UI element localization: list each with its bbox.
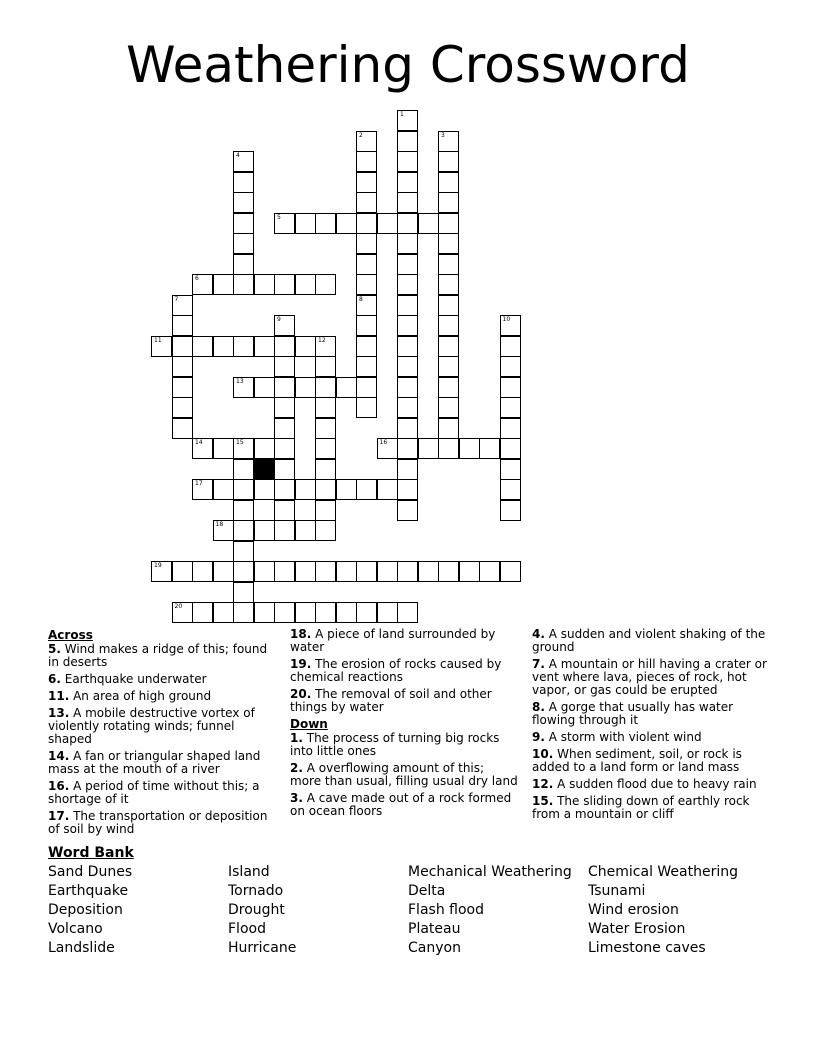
word-bank-item: Island [228,864,270,880]
grid-cell[interactable] [356,336,377,357]
grid-cell[interactable] [233,233,254,254]
grid-cell[interactable] [151,561,172,582]
word-bank-title: Word Bank [48,845,134,861]
grid-cell[interactable] [397,151,418,172]
grid-cell[interactable] [233,561,254,582]
grid-cell[interactable] [315,500,336,521]
clue-number: 6 [195,275,199,282]
grid-cell[interactable] [356,377,377,398]
grid-cell[interactable] [233,500,254,521]
grid-cell[interactable] [377,479,398,500]
clue-down-8: 8. A gorge that usually has water flowing through it [532,700,734,727]
grid-cell[interactable] [233,541,254,562]
grid-cell[interactable] [233,151,254,172]
clue-number: 14 [195,439,203,446]
grid-cell[interactable] [397,295,418,316]
word-bank-item: Flood [228,921,266,937]
grid-cell[interactable] [500,500,521,521]
clue-number: 13 [236,377,244,385]
clue-number: 1 [400,111,404,118]
grid-cell[interactable] [295,561,316,582]
grid-cell[interactable] [377,602,398,623]
grid-cell[interactable] [254,602,275,623]
grid-cell[interactable] [192,274,213,295]
word-bank-item: Drought [228,902,285,918]
grid-cell[interactable] [274,315,295,336]
grid-cell[interactable] [438,233,459,254]
grid-cell[interactable] [172,356,193,377]
grid-cell[interactable] [397,377,418,398]
grid-cell[interactable] [274,397,295,418]
down-heading: Down [290,717,328,731]
grid-cell[interactable] [356,233,377,254]
clue-number: 4 [236,152,240,159]
grid-cell[interactable] [397,397,418,418]
grid-cell[interactable] [397,110,418,131]
word-bank-item: Volcano [48,921,103,937]
grid-cell[interactable] [192,479,213,500]
grid-cell[interactable] [172,336,193,357]
grid-cell[interactable] [500,418,521,439]
grid-cell[interactable] [213,561,234,582]
clue-down-1: 1. The process of turning big rocks into little ones [290,731,500,758]
word-bank-item: Chemical Weathering [588,864,739,880]
grid-cell[interactable] [438,213,459,234]
grid-cell[interactable] [377,561,398,582]
grid-cell[interactable] [213,602,234,623]
clue-number: 8 [359,295,363,303]
grid-cell[interactable] [336,561,357,582]
grid-cell[interactable] [356,315,377,336]
grid-cell[interactable] [315,459,336,480]
clue-across-18: 18. A piece of land surrounded by water [290,627,496,654]
clue-number: 20 [174,603,183,610]
clue-down-2: 2. A overflowing amount of this; more than usual, filling usual dry land [290,761,518,788]
grid-cell[interactable] [438,151,459,172]
clue-across-11: 11. An area of high ground [48,689,212,703]
grid-cell[interactable] [397,131,418,152]
grid-cell[interactable] [356,274,377,295]
grid-cell[interactable] [397,356,418,377]
grid-cell[interactable] [356,479,377,500]
grid-cell[interactable] [295,336,316,357]
word-bank-item: Hurricane [228,940,297,956]
grid-cell[interactable] [172,377,193,398]
clue-across-13: 13. A mobile destructive vortex of violently rotating winds; funnel shaped [48,706,255,746]
grid-cell[interactable] [274,438,295,459]
grid-cell[interactable] [233,479,254,500]
grid-cell[interactable] [274,336,295,357]
grid-cell[interactable] [356,561,377,582]
grid-cell[interactable] [254,520,275,541]
grid-cell[interactable] [397,274,418,295]
grid-cell[interactable] [500,377,521,398]
grid-cell[interactable] [336,213,357,234]
grid-cell[interactable] [233,172,254,193]
word-bank-column-1 [48,863,132,958]
clue-across-20: 20. The removal of soil and other things by water [290,687,492,714]
clue-number: 18 [215,521,224,528]
word-bank-item: Earthquake [48,883,129,899]
grid-cell[interactable] [500,459,521,480]
word-bank-item: Landslide [48,940,115,956]
clue-number: 9 [277,316,281,323]
grid-cell[interactable] [274,561,295,582]
grid-cell[interactable] [459,438,480,459]
grid-cell[interactable] [500,561,521,582]
grid-cell[interactable] [356,397,377,418]
clue-number: 19 [154,562,162,569]
grid-cell[interactable] [254,336,275,357]
grid-cell[interactable] [315,602,336,623]
clue-number: 3 [441,131,445,139]
grid-cell[interactable] [254,561,275,582]
grid-cell[interactable] [356,213,377,234]
clue-number: 2 [359,131,363,139]
grid-cell[interactable] [213,336,234,357]
grid-cell[interactable] [500,356,521,377]
grid-cell[interactable] [315,397,336,418]
grid-cell[interactable] [274,356,295,377]
clue-number: 7 [174,295,179,303]
grid-cell[interactable] [172,418,193,439]
grid-cell[interactable] [295,213,316,234]
grid-cell[interactable] [397,336,418,357]
grid-cell[interactable] [500,315,521,336]
grid-cell[interactable] [233,254,254,275]
clue-across-16: 16. A period of time without this; a shortage of it [48,779,260,806]
grid-cell[interactable] [438,397,459,418]
grid-cell[interactable] [397,561,418,582]
grid-cell[interactable] [500,479,521,500]
grid-cell[interactable] [192,602,213,623]
grid-cell[interactable] [172,561,193,582]
grid-cell[interactable] [418,438,439,459]
word-bank-column-2 [228,863,296,958]
word-bank-item: Tsunami [588,883,646,899]
word-bank-item: Limestone caves [588,940,706,956]
grid-cell[interactable] [213,438,234,459]
word-bank-item: Mechanical Weathering [408,864,572,880]
clue-number: 10 [502,316,511,323]
grid-cell[interactable] [479,438,500,459]
grid-cell[interactable] [397,172,418,193]
grid-cell[interactable] [315,213,336,234]
clue-down-10: 10. When sediment, soil, or rock is added to a land form or land mass [532,747,742,774]
grid-cell[interactable] [315,418,336,439]
grid-cell[interactable] [192,438,213,459]
grid-cell[interactable] [172,315,193,336]
grid-cell[interactable] [274,500,295,521]
clues-column-3 [532,628,768,825]
grid-cell[interactable] [397,192,418,213]
grid-cell[interactable] [438,438,459,459]
word-bank-column-4 [588,863,738,958]
grid-cell[interactable] [172,602,193,623]
grid-cell[interactable] [397,418,418,439]
clue-down-12: 12. A sudden flood due to heavy rain [532,777,757,791]
grid-cell[interactable] [438,336,459,357]
grid-cell[interactable] [213,479,234,500]
grid-cell[interactable] [192,336,213,357]
grid-cell[interactable] [356,151,377,172]
word-bank-column-3 [408,863,572,958]
grid-cell[interactable] [213,274,234,295]
grid-cell[interactable] [397,459,418,480]
grid-cell[interactable] [192,561,213,582]
clue-across-19: 19. The erosion of rocks caused by chemical reactions [290,657,502,684]
word-bank-item: Sand Dunes [48,864,133,880]
puzzle-title: Weathering Crossword [126,36,690,94]
grid-cell[interactable] [377,213,398,234]
grid-cell[interactable] [438,295,459,316]
word-bank-item: Canyon [408,940,461,956]
grid-cell[interactable] [356,602,377,623]
grid-cell[interactable] [315,438,336,459]
word-bank-item: Water Erosion [588,921,686,937]
clue-number: 12 [318,336,326,344]
grid-cell[interactable] [254,377,275,398]
grid-cell[interactable] [233,213,254,234]
grid-cell[interactable] [274,602,295,623]
clue-across-5: 5. Wind makes a ridge of this; found in deserts [48,642,268,669]
grid-cell[interactable] [438,172,459,193]
grid-cell[interactable] [397,254,418,275]
grid-cell[interactable] [438,561,459,582]
clue-number: 16 [379,439,388,446]
grid-cell[interactable] [274,418,295,439]
grid-cell[interactable] [213,520,234,541]
word-bank-item: Tornado [228,883,284,899]
grid-cell[interactable] [418,213,439,234]
grid-cell[interactable] [336,602,357,623]
grid-cell[interactable] [274,459,295,480]
clue-down-3: 3. A cave made out of a rock formed on ocean floors [290,791,512,818]
grid-cell[interactable] [233,602,254,623]
grid-cell[interactable] [315,356,336,377]
grid-cell[interactable] [315,520,336,541]
clue-down-9: 9. A storm with violent wind [532,730,702,744]
grid-cell[interactable] [438,254,459,275]
grid-cell[interactable] [397,602,418,623]
word-bank-item: Deposition [48,902,123,918]
across-heading: Across [48,628,93,642]
grid-cell[interactable] [295,602,316,623]
grid-cell[interactable] [397,500,418,521]
grid-cell[interactable] [315,561,336,582]
grid-cell[interactable] [274,213,295,234]
grid-cell[interactable] [254,438,275,459]
grid-cell[interactable] [356,295,377,316]
grid-cell[interactable] [315,479,336,500]
grid-cell[interactable] [438,274,459,295]
grid-cell[interactable] [295,274,316,295]
clue-across-17: 17. The transportation or deposition of soil by wind [48,809,268,836]
grid-cell[interactable] [151,336,172,357]
clue-down-4: 4. A sudden and violent shaking of the ground [532,627,766,654]
grid-cell[interactable] [356,192,377,213]
clues-column-1 [48,628,280,840]
clue-down-15: 15. The sliding down of earthly rock from a mountain or cliff [532,794,750,821]
grid-cell[interactable] [356,356,377,377]
grid-cell[interactable] [438,377,459,398]
grid-cell[interactable] [356,172,377,193]
word-bank-item: Plateau [408,921,461,937]
grid-cell[interactable] [397,213,418,234]
grid-cell[interactable] [274,520,295,541]
grid-cell[interactable] [233,192,254,213]
grid-cell[interactable] [397,315,418,336]
grid-cell[interactable] [172,295,193,316]
grid-cell[interactable] [274,479,295,500]
grid-cell[interactable] [254,274,275,295]
grid-cell[interactable] [274,274,295,295]
grid-cell[interactable] [336,479,357,500]
grid-cell[interactable] [438,315,459,336]
grid-cell[interactable] [500,397,521,418]
clue-across-14: 14. A fan or triangular shaped land mass at the mouth of a river [48,749,261,776]
grid-cell[interactable] [500,438,521,459]
word-bank-item: Flash flood [408,902,484,918]
clues-column-2 [290,628,518,822]
grid-cell[interactable] [233,582,254,603]
grid-cell[interactable] [233,336,254,357]
grid-cell[interactable] [315,377,336,398]
grid-cell[interactable] [356,131,377,152]
grid-cell[interactable] [315,274,336,295]
grid-cell[interactable] [438,418,459,439]
clue-number: 5 [277,213,281,221]
grid-cell[interactable] [295,520,316,541]
black-cell [254,459,275,480]
grid-cell[interactable] [254,479,275,500]
grid-cell[interactable] [233,377,254,398]
grid-cell[interactable] [233,274,254,295]
grid-cell[interactable] [438,356,459,377]
grid-cell[interactable] [479,561,500,582]
grid-cell[interactable] [397,479,418,500]
grid-cell[interactable] [397,438,418,459]
grid-cell[interactable] [438,131,459,152]
grid-cell[interactable] [459,561,480,582]
word-bank-item: Delta [408,883,446,899]
word-bank-item: Wind erosion [588,902,679,918]
clue-down-7: 7. A mountain or hill having a crater or vent where lava, pieces of rock, hot vapor, or gas could be erupted [532,657,767,697]
grid-cell[interactable] [377,438,398,459]
grid-cell[interactable] [233,520,254,541]
grid-cell[interactable] [438,192,459,213]
grid-cell[interactable] [418,561,439,582]
grid-cell[interactable] [295,377,316,398]
grid-cell[interactable] [274,377,295,398]
grid-cell[interactable] [356,254,377,275]
clue-number: 17 [195,480,203,487]
grid-cell[interactable] [295,479,316,500]
grid-cell[interactable] [172,397,193,418]
grid-cell[interactable] [397,233,418,254]
grid-cell[interactable] [233,438,254,459]
grid-cell[interactable] [233,459,254,480]
clue-across-6: 6. Earthquake underwater [48,672,207,686]
grid-cell[interactable] [336,377,357,398]
clue-number: 15 [236,439,244,446]
grid-cell[interactable] [315,336,336,357]
clue-number: 11 [154,336,162,344]
grid-cell[interactable] [500,336,521,357]
